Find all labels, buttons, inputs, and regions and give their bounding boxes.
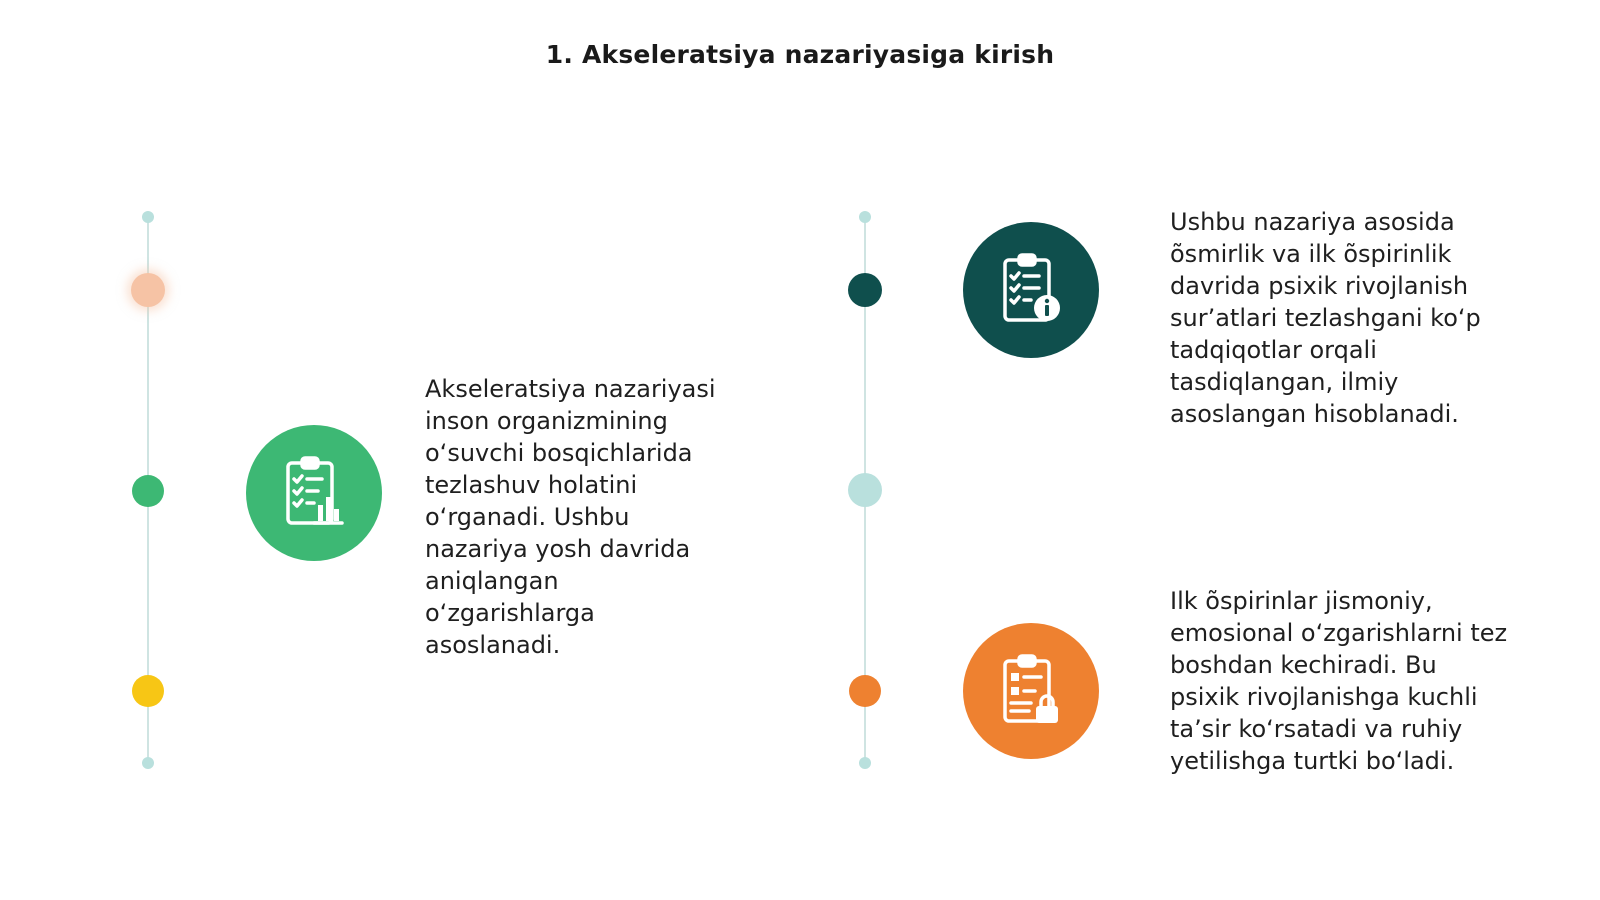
timeline-cap-top bbox=[859, 211, 871, 223]
item-text-1: Akseleratsiya nazariyasi inson organizmining o‘suvchi bosqichlarida tezlashuv holatini o‘rganadi. Ushbu nazariya yosh davrida aniqlangan o‘zgarishlarga asoslanadi. bbox=[425, 375, 716, 659]
timeline-dot-yellow bbox=[132, 675, 164, 707]
timeline-cap-top bbox=[142, 211, 154, 223]
item-text-2: Ushbu nazariya asosida õsmirlik va ilk õspirinlik davrida psixik rivojlanish sur’atlari tezlashgani ko‘p tadqiqotlar orqali tasdiqlangan, ilmiy asoslangan hisoblanadi. bbox=[1170, 208, 1481, 428]
item-text-3: Ilk õspirinlar jismoniy, emosional o‘zgarishlarni tez boshdan kechiradi. Bu psixik rivojlanishga kuchli ta’sir ko‘rsatadi va ruhiy yetilishga turtki bo‘ladi. bbox=[1170, 587, 1508, 775]
clipboard-chart-icon bbox=[246, 425, 382, 561]
timeline-dot-orange bbox=[849, 675, 881, 707]
clipboard-info-icon bbox=[963, 222, 1099, 358]
timeline-dot-light-teal bbox=[848, 473, 882, 507]
timeline-dot-green bbox=[132, 475, 164, 507]
timeline-cap-bottom bbox=[859, 757, 871, 769]
clipboard-lock-icon bbox=[963, 623, 1099, 759]
timeline-dot-dark-teal bbox=[848, 273, 882, 307]
page-title: 1. Akseleratsiya nazariyasiga kirish bbox=[545, 40, 1055, 69]
timeline-cap-bottom bbox=[142, 757, 154, 769]
timeline-dot-peach bbox=[131, 273, 165, 307]
